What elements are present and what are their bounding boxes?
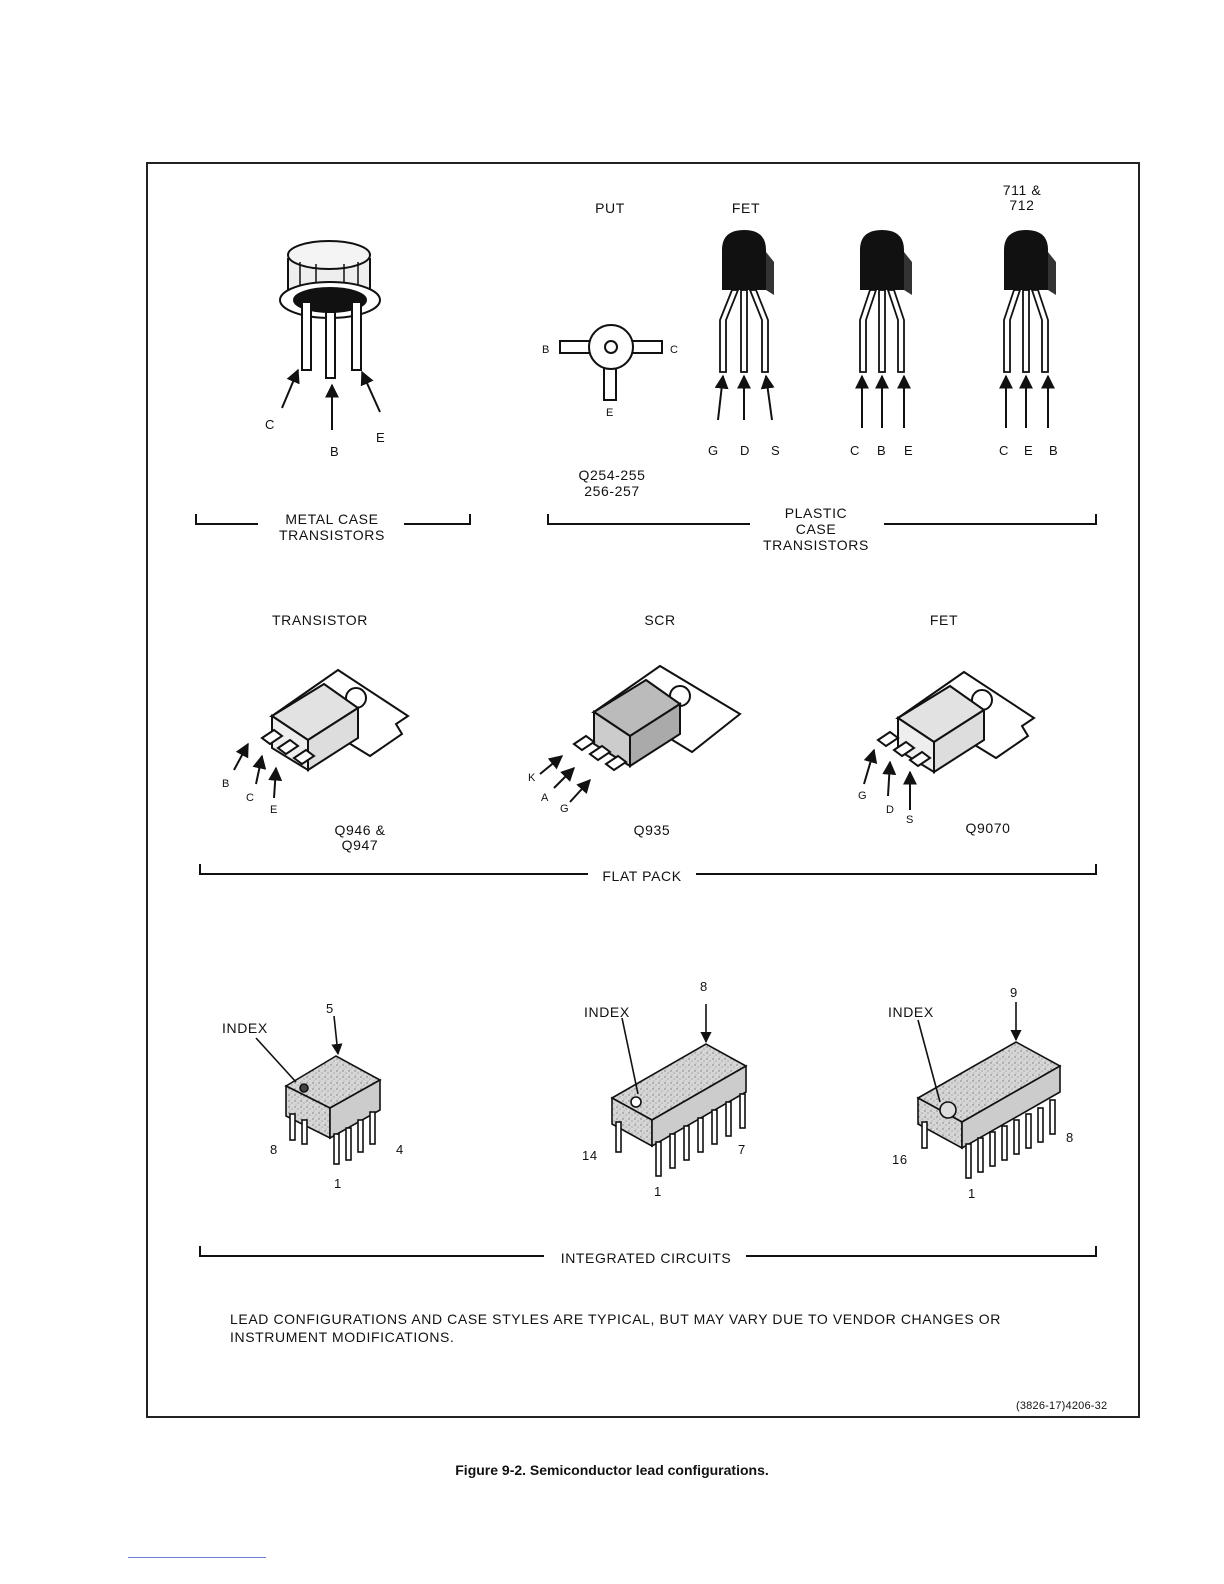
flatpack-fet-title: FET	[929, 612, 959, 628]
ceb-pin-c-label: C	[999, 443, 1009, 458]
plastic-case-label-line1: PLASTIC	[784, 505, 848, 521]
dip8-pin-left-label: 8	[270, 1142, 278, 1157]
flatpack-transistor-title: TRANSISTOR	[272, 612, 368, 628]
flatpack-transistor-pin-e-label: E	[270, 804, 278, 816]
figure-id: (3826-17)4206-32	[1016, 1400, 1108, 1412]
put-title: PUT	[595, 200, 625, 216]
dip16-pin-top-label: 9	[1010, 985, 1018, 1000]
dip16-pin-left-label: 16	[892, 1152, 908, 1167]
dip14-index-label: INDEX	[584, 1004, 630, 1020]
flatpack-scr-pin-g-label: G	[560, 803, 569, 815]
plastic-case-label-line2: CASE	[795, 521, 837, 537]
put-transistor	[560, 325, 662, 400]
metal-pin-b-label: B	[330, 444, 340, 459]
flatpack-scr-part: Q935	[633, 822, 671, 838]
dip16-index-label: INDEX	[888, 1004, 934, 1020]
flatpack-fet-pin-g-label: G	[858, 790, 867, 802]
dip8-pin-bottom-label: 1	[334, 1176, 342, 1191]
metal-case-label-line1: METAL CASE	[285, 511, 379, 527]
metal-case-transistor	[280, 241, 380, 430]
ceb-title-line2: 712	[1009, 197, 1035, 213]
plastic-fet-pin-g-label: G	[708, 443, 719, 458]
dip16-pin-right-label: 8	[1066, 1130, 1074, 1145]
cbe-pin-e-label: E	[904, 443, 914, 458]
flatpack-fet	[864, 672, 1034, 810]
flatpack-transistor	[234, 670, 408, 798]
ceb-title-line1: 711 &	[1002, 182, 1042, 198]
dip14-pin-bottom-label: 1	[654, 1184, 662, 1199]
put-pin-e-label: E	[606, 407, 614, 419]
metal-case-label-line2: TRANSISTORS	[279, 527, 385, 543]
plastic-ceb-transistor	[1004, 230, 1056, 428]
put-pin-b-label: B	[542, 344, 550, 356]
dip14-pin-right-label: 7	[738, 1142, 746, 1157]
footer-rule	[128, 1557, 266, 1558]
flat-pack-label: FLAT PACK	[602, 868, 682, 884]
flatpack-scr-pin-k-label: K	[528, 772, 536, 784]
dip14-pin-top-label: 8	[700, 979, 708, 994]
plastic-cbe-transistor	[860, 230, 912, 428]
plastic-fet-transistor	[718, 230, 774, 420]
flatpack-transistor-pin-c-label: C	[246, 792, 255, 804]
plastic-fet-pin-s-label: S	[771, 443, 781, 458]
integrated-circuits-label: INTEGRATED CIRCUITS	[560, 1250, 732, 1266]
flatpack-fet-pin-s-label: S	[906, 814, 914, 826]
put-part-line2: 256-257	[584, 483, 640, 499]
figure-caption: Figure 9-2. Semiconductor lead configurations.	[455, 1462, 769, 1478]
ceb-pin-e-label: E	[1024, 443, 1034, 458]
flatpack-transistor-part-line2: Q947	[341, 837, 379, 853]
plastic-fet-title: FET	[731, 200, 761, 216]
flatpack-fet-part: Q9070	[965, 820, 1011, 836]
flatpack-scr-pin-a-label: A	[541, 792, 549, 804]
flatpack-fet-pin-d-label: D	[886, 804, 895, 816]
flatpack-scr-title: SCR	[644, 612, 676, 628]
ic-dip14	[612, 1004, 746, 1176]
note-line1: LEAD CONFIGURATIONS AND CASE STYLES ARE TYPICAL, BUT MAY VARY DUE TO VENDOR CHANGES OR	[230, 1311, 1001, 1327]
metal-pin-c-label: C	[265, 417, 275, 432]
put-pin-c-label: C	[670, 344, 679, 356]
put-part-line1: Q254-255	[578, 467, 646, 483]
dip16-pin-bottom-label: 1	[968, 1186, 976, 1201]
plastic-case-label-line3: TRANSISTORS	[763, 537, 869, 553]
dip8-pin-right-label: 4	[396, 1142, 404, 1157]
plastic-fet-pin-d-label: D	[740, 443, 750, 458]
cbe-pin-b-label: B	[877, 443, 887, 458]
ic-dip16	[918, 1002, 1060, 1178]
ceb-pin-b-label: B	[1049, 443, 1059, 458]
flatpack-transistor-pin-b-label: B	[222, 778, 230, 790]
metal-pin-e-label: E	[376, 430, 386, 445]
dip8-index-label: INDEX	[222, 1020, 268, 1036]
dip14-pin-left-label: 14	[582, 1148, 598, 1163]
flatpack-scr	[540, 666, 740, 802]
dip8-pin-top-label: 5	[326, 1001, 334, 1016]
cbe-pin-c-label: C	[850, 443, 860, 458]
flatpack-transistor-part-line1: Q946 &	[334, 822, 386, 838]
note-line2: INSTRUMENT MODIFICATIONS.	[230, 1329, 455, 1345]
